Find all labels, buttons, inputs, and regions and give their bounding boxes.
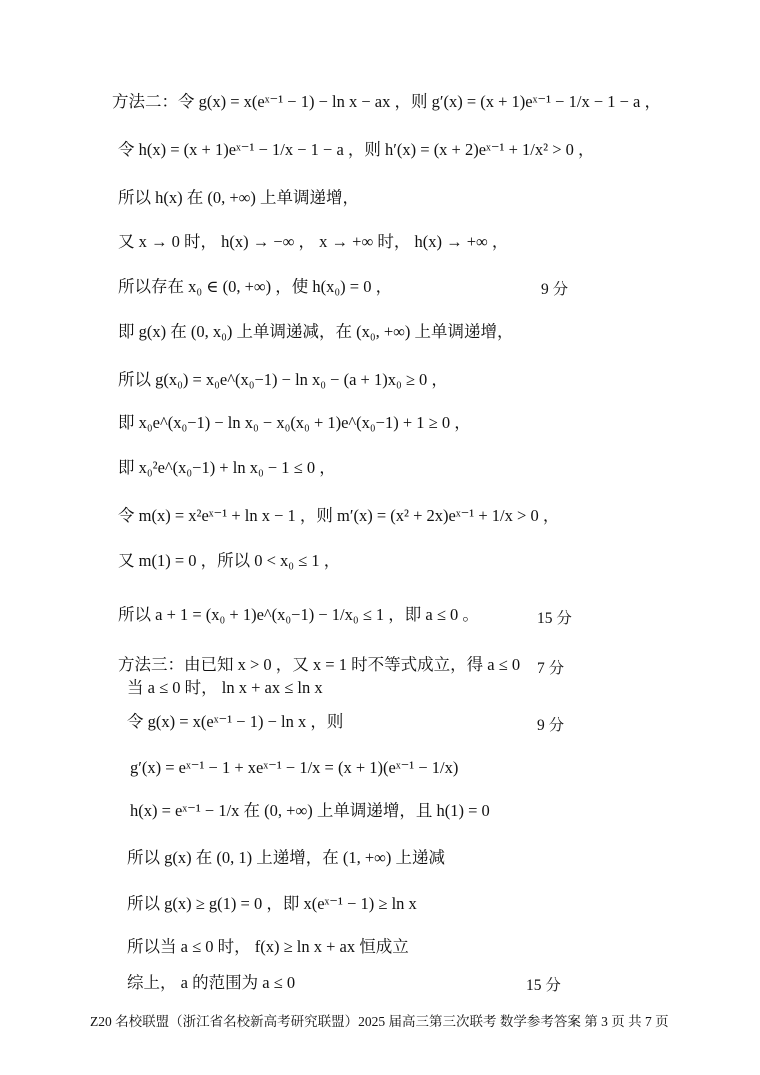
- line-17: h(x) = eˣ⁻¹ − 1/x 在 (0, +∞) 上单调递增，且 h(1) = 0: [130, 801, 490, 820]
- page-footer: Z20 名校联盟（浙江省名校新高考研究联盟）2025 届高三第三次联考 数学参考答案 第 3 页 共 7 页: [90, 1014, 669, 1029]
- line-1: 方法二：令 g(x) = x(eˣ⁻¹ − 1) − ln x − ax ，则 g′(x) = (x + 1)eˣ⁻¹ − 1/x − 1 − a ，: [112, 92, 662, 111]
- line-18: 所以 g(x) 在 (0, 1) 上递增，在 (1, +∞) 上递减: [127, 848, 446, 867]
- line-7: 所以 g(x₀) = x₀e^(x₀−1) − ln x₀ − (a + 1)x₀ ≥ 0 ，: [118, 370, 448, 389]
- line-5: 所以存在 x₀ ∈ (0, +∞) ，使 h(x₀) = 0 ，: [118, 277, 393, 296]
- score-3: 7 分: [537, 660, 565, 677]
- line-8: 即 x₀e^(x₀−1) − ln x₀ − x₀(x₀ + 1)e^(x₀−1) + 1 ≥ 0 ，: [118, 413, 471, 432]
- line-10: 令 m(x) = x²eˣ⁻¹ + ln x − 1 ，则 m′(x) = (x² + 2x)eˣ⁻¹ + 1/x > 0 ，: [118, 506, 560, 525]
- line-12: 所以 a + 1 = (x₀ + 1)e^(x₀−1) − 1/x₀ ≤ 1 ，即 a ≤ 0 。: [118, 605, 479, 624]
- line-19: 所以 g(x) ≥ g(1) = 0 ，即 x(eˣ⁻¹ − 1) ≥ ln x: [127, 894, 417, 913]
- line-13: 方法三：由已知 x > 0 ，又 x = 1 时不等式成立，得 a ≤ 0: [118, 655, 521, 674]
- score-2: 15 分: [537, 610, 572, 627]
- line-4: 又 x → 0 时， h(x) → −∞ ， x → +∞ 时， h(x) → +∞ ，: [118, 232, 509, 251]
- line-14: 当 a ≤ 0 时， ln x + ax ≤ ln x: [127, 678, 323, 697]
- line-6: 即 g(x) 在 (0, x₀) 上单调递减，在 (x₀, +∞) 上单调递增，: [118, 322, 514, 341]
- score-4: 9 分: [537, 717, 565, 734]
- line-9: 即 x₀²e^(x₀−1) + ln x₀ − 1 ≤ 0 ，: [118, 458, 336, 477]
- line-16: g′(x) = eˣ⁻¹ − 1 + xeˣ⁻¹ − 1/x = (x + 1)(eˣ⁻¹ − 1/x): [130, 758, 459, 777]
- line-15: 令 g(x) = x(eˣ⁻¹ − 1) − ln x ，则: [127, 712, 344, 731]
- line-3: 所以 h(x) 在 (0, +∞) 上单调递增，: [118, 188, 360, 207]
- line-21: 综上， a 的范围为 a ≤ 0: [127, 973, 296, 992]
- line-11: 又 m(1) = 0 ，所以 0 < x₀ ≤ 1 ，: [118, 551, 341, 570]
- line-2: 令 h(x) = (x + 1)eˣ⁻¹ − 1/x − 1 − a ，则 h′(x) = (x + 2)eˣ⁻¹ + 1/x² > 0 ，: [118, 140, 595, 159]
- score-1: 9 分: [541, 281, 569, 298]
- line-20: 所以当 a ≤ 0 时， f(x) ≥ ln x + ax 恒成立: [127, 937, 409, 956]
- score-5: 15 分: [526, 977, 561, 994]
